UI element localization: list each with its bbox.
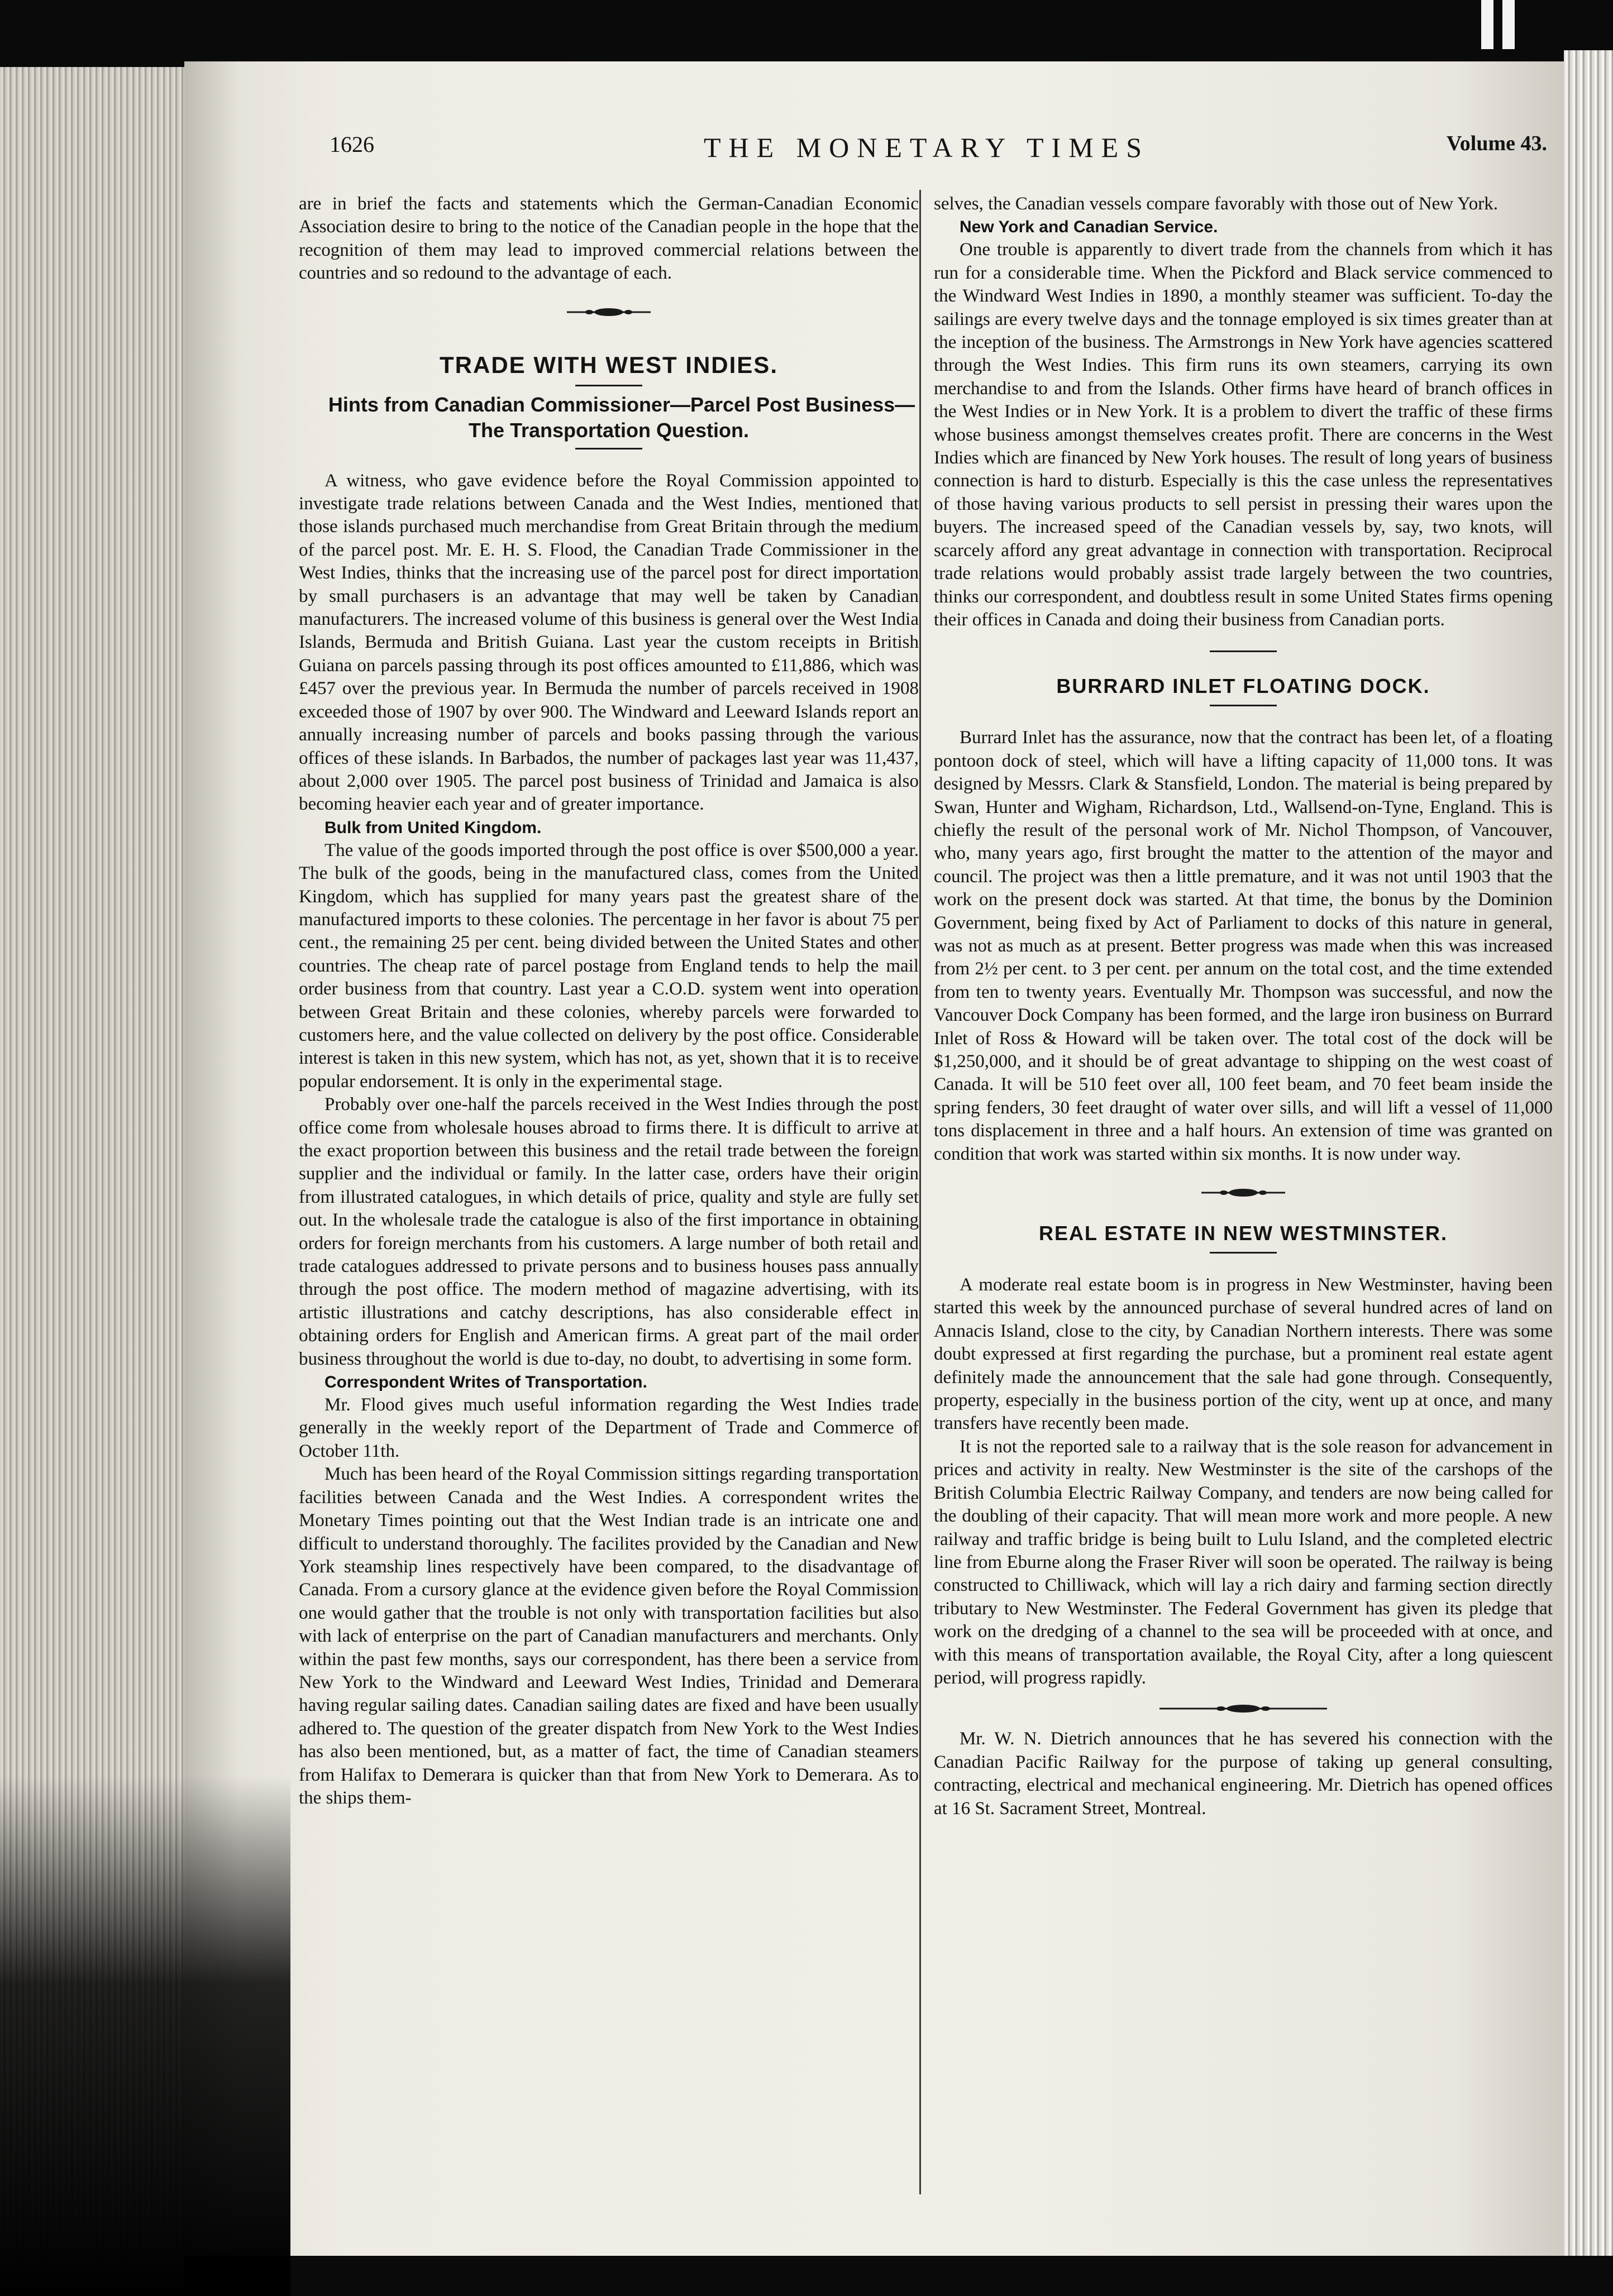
article-title: REAL ESTATE IN NEW WESTMINSTER.: [1038, 1222, 1448, 1245]
paragraph: Burrard Inlet has the assurance, now that the contract has been let, of a floating pontoon dock of steel, which will have a lifting capacity of 11,000 tons. It was designed by Messrs. Clark & Stansfield, London. The material is being prepared by Swan, Hunter and Wigham, Richardson, Ltd., Wallsend-on-Tyne, England. This is chiefly the result of the personal work of Mr. Nichol Thompson, of Vancouver, who, many years ago, first brought the matter to the attention of the mayor and council. The project was then a little premature, and it was not until 1903 that the work on the present dock was started. At that time, the bonus by the Dominion Government, being fixed by Act of Parliament to docks of this nature in general, was not as much as at present. Better progress was made when this was increased from 2½ per cent. to 3 per cent. per annum on the total cost, and the time extended from ten to twenty years. Eventually Mr. Thompson was successful, and now the Vancouver Dock Company has been formed, and the large iron business on Burrard Inlet of Ross & Howard will be taken over. The total cost of the dock will be $1,250,000, and it should be of great advantage to shipping on the west coast of Canada. It will be 510 feet over all, 100 feet beam, and 70 feet beam inside the spring fenders, 30 feet draught of water over sills, and will lift a vessel of 11,000 tons displacement in three and a half hours. An extension of time was granted on condition that work was started within six months. It is now under way.: [934, 728, 1553, 1164]
binder-clip: [1502, 0, 1515, 49]
binder-clip: [1481, 0, 1493, 49]
scan-shadow: [0, 1776, 290, 2296]
ornament-divider: [1159, 1704, 1327, 1713]
paragraph: A moderate real estate boom is in progress in New Westminster, having been started this week by the announced purchase of several hundred acres of land on Annacis Island, close to the city, by Canadian Northern interests. There was some doubt expressed at first regarding the purchase, but a prominent real estate agent definitely made the announcement that the sale had gone through. Consequently, property, especially in the business portion of the city, went up at once, and many transfers have recently been made.: [934, 1275, 1553, 1434]
running-header: [330, 131, 1547, 170]
section-rule: [1210, 650, 1277, 652]
paragraph: One trouble is apparently to divert trade from the channels from which it has run for a considerable time. When the Pickford and Black service commenced to the Windward West Indies in 1890, a monthly steamer was sufficient. To-day the sailings are every twelve days and the tonnage employed is six times greater than at the inception of the business. The Armstrongs in New York have agencies scattered through the West Indies. This firm runs its own steamers, carrying its own merchandise to and from the Islands. Other firms have heard of branch offices in the West Indies or in New York. It is a problem to divert the traffic of these firms whose business amongst themselves creates profit. There are concerns in the West Indies which are financed by New York houses. The result of long years of business connection is hard to disturb. Especially is this the case unless the representatives of those having various products to sell persist in pressing their wares upon the buyers. The increased speed of the Canadian vessels by, say, two knots, will scarcely afford any great advantage in connection with transportation. Reciprocal trade relations would probably assist trade largely between the two countries, thinks our correspondent, and doubtless result in some United States firms opening their offices in Canada and doing their business from Canadian ports.: [934, 240, 1553, 630]
subheading: Bulk from United Kingdom.: [324, 818, 542, 837]
paragraph: Mr. W. N. Dietrich announces that he has severed his connection with the Canadian Pacific Railway for the purpose of taking up general consulting, contracting, electrical and mechanical engineering. Mr. Dietrich has opened offices at 16 St. Sacrament Street, Montreal.: [934, 1729, 1553, 1819]
column-divider: [919, 190, 921, 2194]
facing-page-edge: [1564, 50, 1613, 2256]
title-rule: [1210, 1252, 1277, 1254]
paragraph: A witness, who gave evidence before the Royal Commission appointed to investigate trade relations between Canada and the West Indies, mentioned that those islands purchased much merchandise from Great Britain through the medium of the parcel post. Mr. E. H. S. Flood, the Canadian Trade Commissioner in the West Indies, thinks that the increasing use of the parcel post for direct importation by small purchasers is an advantage that may well be taken by Canadian manufacturers. The increased volume of this business is general over the West India Islands, Bermuda and British Guiana. Last year the custom receipts in British Guiana on parcels passing through its post offices amounted to £11,886, which was £457 over the previous year. In Bermuda the number of parcels received in 1908 exceeded those of 1907 by over 900. The Windward and Leeward Islands report an annually increasing number of parcels and books passing through the various offices of these islands. In Barbados, the number of packages last year was 11,437, about 2,000 over 1905. The parcel post business of Trinidad and Jamaica is also becoming heavier each year and of greater importance.: [299, 470, 919, 815]
title-rule: [1210, 705, 1277, 706]
continued-paragraph: selves, the Canadian vessels compare favorably with those out of New York.: [934, 194, 1498, 214]
left-column: [299, 193, 919, 1810]
page-number: 1626: [330, 132, 374, 157]
title-rule: [575, 385, 642, 386]
deck-rule: [575, 448, 642, 449]
intro-paragraph: are in brief the facts and statements which the German-Canadian Economic Association desire to bring to the notice of the Canadian people in the hope that the recognition of them may lead to improved commercial relations between the countries and so redound to the advantage of each.: [299, 194, 919, 284]
article-title: BURRARD INLET FLOATING DOCK.: [1056, 675, 1430, 698]
subheading: New York and Canadian Service.: [960, 218, 1218, 237]
paragraph: Probably over one-half the parcels received in the West Indies through the post office come from wholesale houses abroad to firms there. It is difficult to arrive at the exact proportion between this business and the retail trade between the foreign supplier and the individual or family. In the latter case, orders have their origin from illustrated catalogues, in which details of price, quality and style are fully set out. In the wholesale trade the catalogue is also of the first importance in obtaining orders for foreign merchants from his customers. A large number of both retail and trade catalogues addressed to private persons and to business houses pass annually through the post office. The modern method of magazine advertising, with its artistic illustrations and catchy descriptions, has also considerable effect in obtaining orders for English and American firms. A great part of the mail order business throughout the world is due to-day, no doubt, to advertising in some form.: [299, 1094, 919, 1369]
paragraph: Mr. Flood gives much useful information regarding the West Indies trade generally in the weekly report of the Department of Trade and Commerce of October 11th.: [299, 1395, 919, 1461]
volume-label: Volume 43.: [1446, 132, 1547, 155]
right-column: [934, 193, 1553, 1820]
paragraph: The value of the goods imported through the post office is over $500,000 a year. The bulk of the goods, being in the manufactured class, comes from the United Kingdom, which has supplied for many years past the greatest share of the manufactured imports to these colonies. The percentage in her favor is about 75 per cent., the remaining 25 per cent. being divided between the United States and other countries. The cheap rate of parcel postage from England tends to help the mail order business from that country. Last year a C.O.D. system went into operation between Great Britain and these colonies, whereby parcels were forwarded to customers here, and the value collected on delivery by the post office. Considerable interest is taken in this new system, which has not, as yet, shown that it is to receive popular endorsement. It is only in the experimental stage.: [299, 840, 919, 1092]
publication-title: THE MONETARY TIMES: [704, 132, 1149, 163]
paragraph: Much has been heard of the Royal Commission sittings regarding transportation facilities between Canada and the West Indies. A correspondent writes the Monetary Times pointing out that the West Indian trade is an intricate one and difficult to understand thoroughly. The facilites provided by the Canadian and New York steamship lines respectively have been compared, to the disadvantage of Canada. From a cursory glance at the evidence given before the Royal Commission one would gather that the trouble is not only with transportation facilities but also with lack of enterprise on the part of Canadian manufacturers and merchants. Only within the past few months, says our correspondent, has there been a service from New York to the Windward and Leeward West Indies, Trinidad and Demerara having regular sailing dates. Canadian sailing dates are fixed and have been usually adhered to. The question of the greater dispatch from New York to the West Indies has also been mentioned, but, as a matter of fact, the time of Canadian steamers from Halifax to Demerara is quicker than that from New York to Demerara. As to the ships them-: [299, 1464, 919, 1808]
ornament-divider: [567, 308, 651, 317]
article-title: TRADE WITH WEST INDIES.: [440, 351, 778, 378]
article-deck: Hints from Canadian Commissioner—Parcel Post Business—The Transportation Question.: [328, 393, 915, 442]
ornament-divider: [1201, 1188, 1285, 1197]
paragraph: It is not the reported sale to a railway that is the sole reason for advancement in prices and activity in realty. New Westminster is the site of the carshops of the British Columbia Electric Railway Company, and tenders are now being called for the doubling of their capacity. That will mean more work and more people. A new railway and traffic bridge is being built to Lulu Island, and the completed electric line from Eburne along the Fraser River will soon be operated. The railway is being constructed to Chilliwack, which will lay a rich dairy and farming section directly tributary to New Westminster. The Federal Government has given its pledge that work on the dredging of a channel to the sea will be proceeded with at once, and with this means of transportation available, the Royal City, after a long quiescent period, will progress rapidly.: [934, 1436, 1553, 1688]
subheading: Correspondent Writes of Transportation.: [324, 1373, 647, 1392]
